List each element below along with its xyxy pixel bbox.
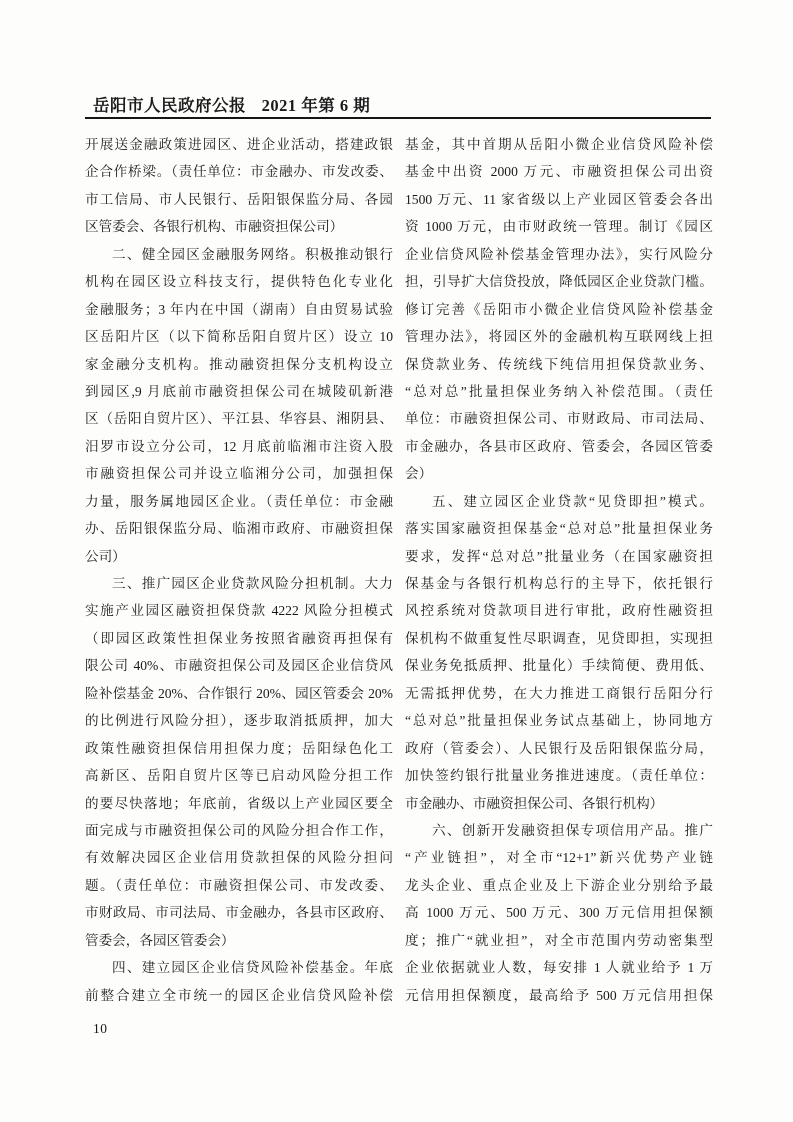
text-line: 风控系统对贷款项目进行审批，政府性融资担 [405, 603, 713, 619]
text-line: 家金融分支机构。推动融资担保分支机构设立 [85, 356, 393, 372]
text-line: 企业信贷风险补偿基金管理办法》，实行风险分 [405, 246, 713, 262]
text-line: 管委会，各园区管委会） [85, 932, 235, 948]
text-line: “产业链担”，对全市“12+1”新兴优势产业链 [405, 850, 713, 866]
text-line: 实施产业园区融资担保贷款 4222 风险分担模式 [85, 603, 393, 619]
text-line: 汨罗市设立分公司，12 月底前临湘市注资入股 [85, 438, 393, 454]
text-line: 区岳阳片区（以下简称岳阳自贸片区）设立 10 [85, 329, 393, 345]
text-line: 市金融办、市融资担保公司、各银行机构） [405, 795, 664, 811]
text-line: 落实国家融资担保基金“总对总”批量担保业务 [405, 521, 713, 537]
text-line: 保机构不做重复性尽职调查，见贷即担，实现担 [405, 630, 713, 646]
text-line: 市工信局、市人民银行、岳阳银保监分局、各园 [85, 191, 393, 207]
text-line: 政府（管委会）、人民银行及岳阳银保监分局， [405, 740, 713, 756]
text-line: 企业依据就业人数，每安排 1 人就业给予 1 万 [405, 960, 713, 976]
text-line: 限公司 40%、市融资担保公司及园区企业信贷风 [85, 658, 393, 674]
text-columns [85, 131, 713, 1009]
text-line: “总对总”批量担保业务试点基础上，协同地方 [405, 713, 713, 729]
text-line: 要求，发挥“总对总”批量业务（在国家融资担 [405, 548, 713, 564]
text-line: 修订完善《岳阳市小微企业信贷风险补偿基金 [405, 301, 713, 317]
text-line: 担，引导扩大信贷投放，降低园区企业贷款门槛。 [405, 274, 713, 290]
text-line: 元信用担保额度，最高给予 500 万元信用担保 [405, 987, 713, 1003]
text-line: “总对总”批量担保业务纳入补偿范围。（责任 [405, 383, 713, 399]
text-line: 保贷款业务、传统线下纯信用担保贷款业务、 [405, 356, 713, 372]
text-line: 加快签约银行批量业务推进速度。（责任单位： [405, 768, 713, 784]
text-line: 金融服务；3 年内在中国（湖南）自由贸易试验 [85, 301, 393, 317]
text-line: 前整合建立全市统一的园区企业信贷风险补偿 [85, 987, 393, 1003]
text-line: 面完成与市融资担保公司的风险分担合作工作， [85, 822, 393, 838]
text-line: 办、岳阳银保监分局、临湘市政府、市融资担保 [85, 521, 393, 537]
header-issue: 2021 年第 6 期 [261, 96, 371, 115]
text-line: 保业务免抵质押、批量化）手续简便、费用低、 [405, 658, 713, 674]
text-line: 三、推广园区企业贷款风险分担机制。大力 [112, 576, 393, 591]
column-right [405, 131, 713, 1009]
text-line: 开展送金融政策进园区、进企业活动，搭建政银 [85, 137, 393, 152]
text-line: 区（岳阳自贸片区）、平江县、华容县、湘阴县、 [85, 411, 393, 427]
page-number: 10 [93, 1021, 108, 1036]
page-header [93, 92, 370, 116]
text-line: 基金中出资 2000 万元、市融资担保公司出资 [405, 164, 713, 180]
text-line: 市融资担保公司并设立临湘分公司，加强担保 [85, 466, 393, 482]
text-line: 市金融办，各县市区政府、管委会，各园区管委 [405, 438, 713, 454]
text-line: 高 1000 万元、500 万元、300 万元信用担保额 [405, 905, 713, 921]
text-line: 单位：市融资担保公司、市财政局、市司法局、 [405, 411, 713, 427]
text-line: 题。（责任单位：市融资担保公司、市发改委、 [85, 877, 393, 893]
header-title: 岳阳市人民政府公报 [93, 96, 246, 115]
text-line: 1500 万元、11 家省级以上产业园区管委会各出 [405, 191, 713, 207]
text-line: 的要尽快落地；年底前，省级以上产业园区要全 [85, 795, 393, 811]
text-line: 保基金与各银行机构总行的主导下，依托银行 [405, 576, 713, 591]
column-left [85, 131, 393, 1009]
text-line: 度；推广“就业担”，对全市范围内劳动密集型 [405, 932, 713, 948]
text-line: 市财政局、市司法局、市金融办，各县市区政府、 [85, 905, 393, 921]
text-line: 二、健全园区金融服务网络。积极推动银行 [112, 246, 393, 262]
text-line: 无需抵押优势，在大力推进工商银行岳阳分行 [405, 685, 713, 701]
text-line: 力量，服务属地园区企业。（责任单位：市金融 [85, 493, 393, 509]
text-line: 到园区,9 月底前市融资担保公司在城陵矶新港 [85, 383, 393, 399]
text-line: 会） [405, 466, 433, 482]
text-line: 公司） [85, 548, 126, 564]
text-line: 资 1000 万元，由市财政统一管理。制订《园区 [405, 219, 713, 235]
text-line: 有效解决园区企业信用贷款担保的风险分担问 [85, 850, 393, 866]
text-line: 六、创新开发融资担保专项信用产品。推广 [432, 822, 713, 838]
text-line: 险补偿基金 20%、合作银行 20%、园区管委会 20% [85, 685, 393, 701]
text-line: 区管委会、各银行机构、市融资担保公司） [85, 219, 344, 235]
text-line: 基金，其中首期从岳阳小微企业信贷风险补偿 [405, 137, 713, 152]
text-line: 四、建立园区企业信贷风险补偿基金。年底 [112, 960, 393, 976]
text-line: 管理办法》，将园区外的金融机构互联网线上担 [405, 329, 713, 345]
text-line: 五、建立园区企业贷款“见贷即担”模式。 [432, 493, 713, 509]
text-line: 机构在园区设立科技支行，提供特色化专业化 [85, 274, 393, 290]
text-line: 高新区、岳阳自贸片区等已启动风险分担工作 [85, 768, 393, 784]
text-line: 的比例进行风险分担），逐步取消抵质押，加大 [85, 713, 393, 729]
text-line: （即园区政策性担保业务按照省融资再担保有 [85, 630, 393, 646]
header-divider [85, 117, 711, 119]
text-line: 龙头企业、重点企业及上下游企业分别给予最 [405, 877, 713, 893]
text-line: 企合作桥梁。（责任单位：市金融办、市发改委、 [85, 164, 393, 180]
text-line: 政策性融资担保信用担保力度；岳阳绿色化工 [85, 740, 393, 756]
